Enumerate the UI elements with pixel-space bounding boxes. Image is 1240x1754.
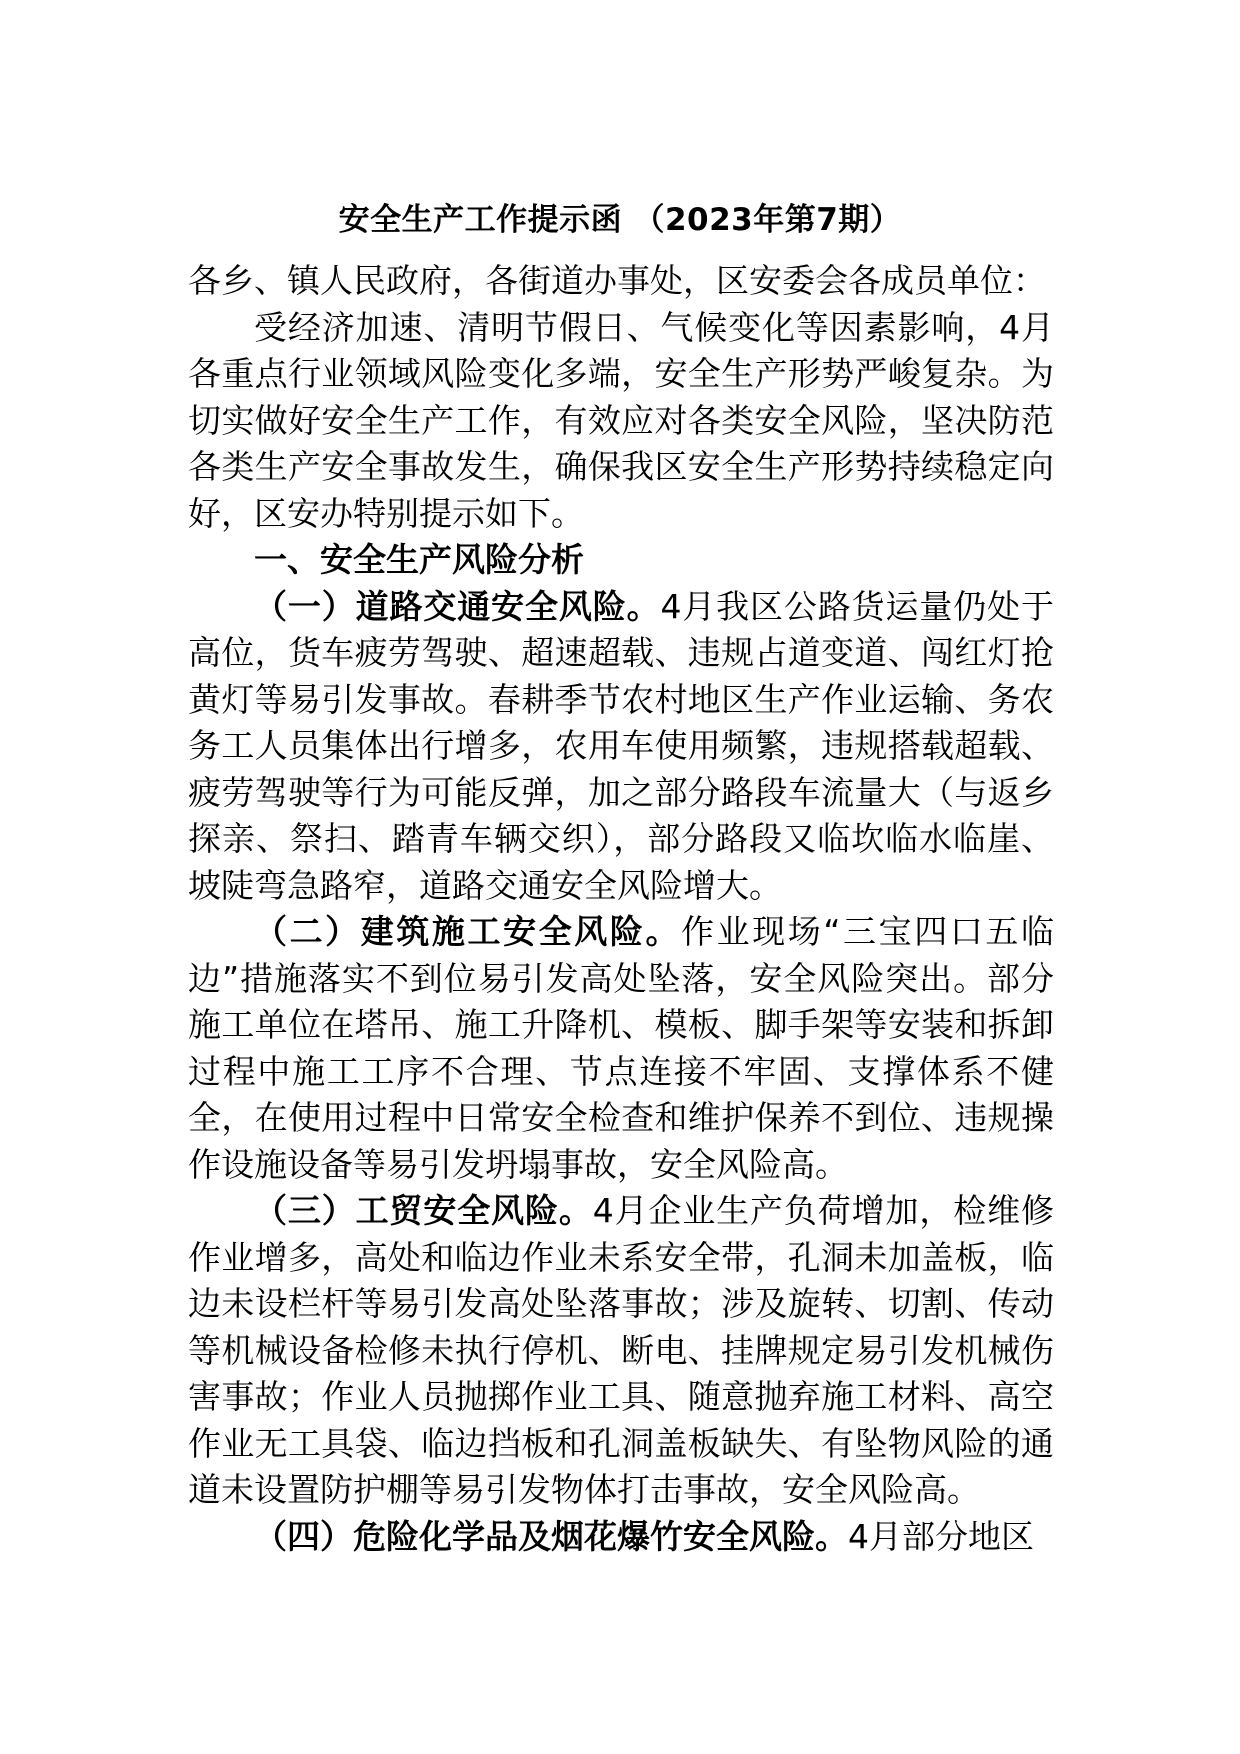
item-road-traffic xyxy=(188,584,1054,910)
item-text: 4月部分地区 xyxy=(848,1516,1034,1556)
item-text: 作业现场“三宝四口五临边”措施落实不到位易引发高处坠落，安全风险突出。部分施工单位在塔吊、施工升降机、模板、脚手架等安装和拆卸过程中施工工序不合理、节点连接不牢固、支撑体系不健全，在使用过程中日常安全检查和维护保养不到位、违规操作设施设备等易引发坍塌事故，安全风险高。 xyxy=(188,912,1054,1184)
item-construction xyxy=(188,909,1054,1188)
intro-paragraph: 受经济加速、清明节假日、气候变化等因素影响，4月各重点行业领域风险变化多端，安全生产形势严峻复杂。为切实做好安全生产工作，有效应对各类安全风险，坚决防范各类生产安全事故发生，确保我区安全生产形势持续稳定向好，区安办特别提示如下。 xyxy=(188,307,1054,533)
item-lead: （一）道路交通安全风险。 xyxy=(254,586,661,626)
item-text: 4月企业生产负荷增加，检维修作业增多，高处和临边作业未系安全带，孔洞未加盖板，临边未设栏杆等易引发高处坠落事故；涉及旋转、切割、传动等机械设备检修未执行停机、断电、挂牌规定易引发机械伤害事故；作业人员抛掷作业工具、随意抛弃施工材料、高空作业无工具袋、临边挡板和孔洞盖板缺失、有坠物风险的通道未设置防护棚等易引发物体打击事故，安全风险高。 xyxy=(188,1191,1055,1509)
addressee-line: 各乡、镇人民政府，各街道办事处，区安委会各成员单位： xyxy=(188,261,1046,300)
item-industry-trade xyxy=(188,1188,1054,1514)
section-heading-risk-analysis: 一、安全生产风险分析 xyxy=(254,540,584,579)
document-title: 安全生产工作提示函 （2023年第7期） xyxy=(338,202,902,238)
item-lead: （三）工贸安全风险。 xyxy=(254,1191,593,1230)
item-hazardous-chemicals xyxy=(188,1514,1054,1561)
item-text: 4月我区公路货运量仍处于高位，货车疲劳驾驶、超速超载、违规占道变道、闯红灯抢黄灯等易引发事故。春耕季节农村地区生产作业运输、务农务工人员集体出行增多，农用车使用频繁，违规搭载超载、疲劳驾驶等行为可能反弹，加之部分路段车流量大（与返乡探亲、祭扫、踏青车辆交织），部分路段又临坎临水临崖、坡陡弯急路窄，道路交通安全风险增大。 xyxy=(188,586,1054,905)
item-lead: （二）建筑施工安全风险。 xyxy=(254,912,682,951)
document-body xyxy=(188,258,1054,1560)
item-lead: （四）危险化学品及烟花爆竹安全风险。 xyxy=(254,1516,848,1556)
